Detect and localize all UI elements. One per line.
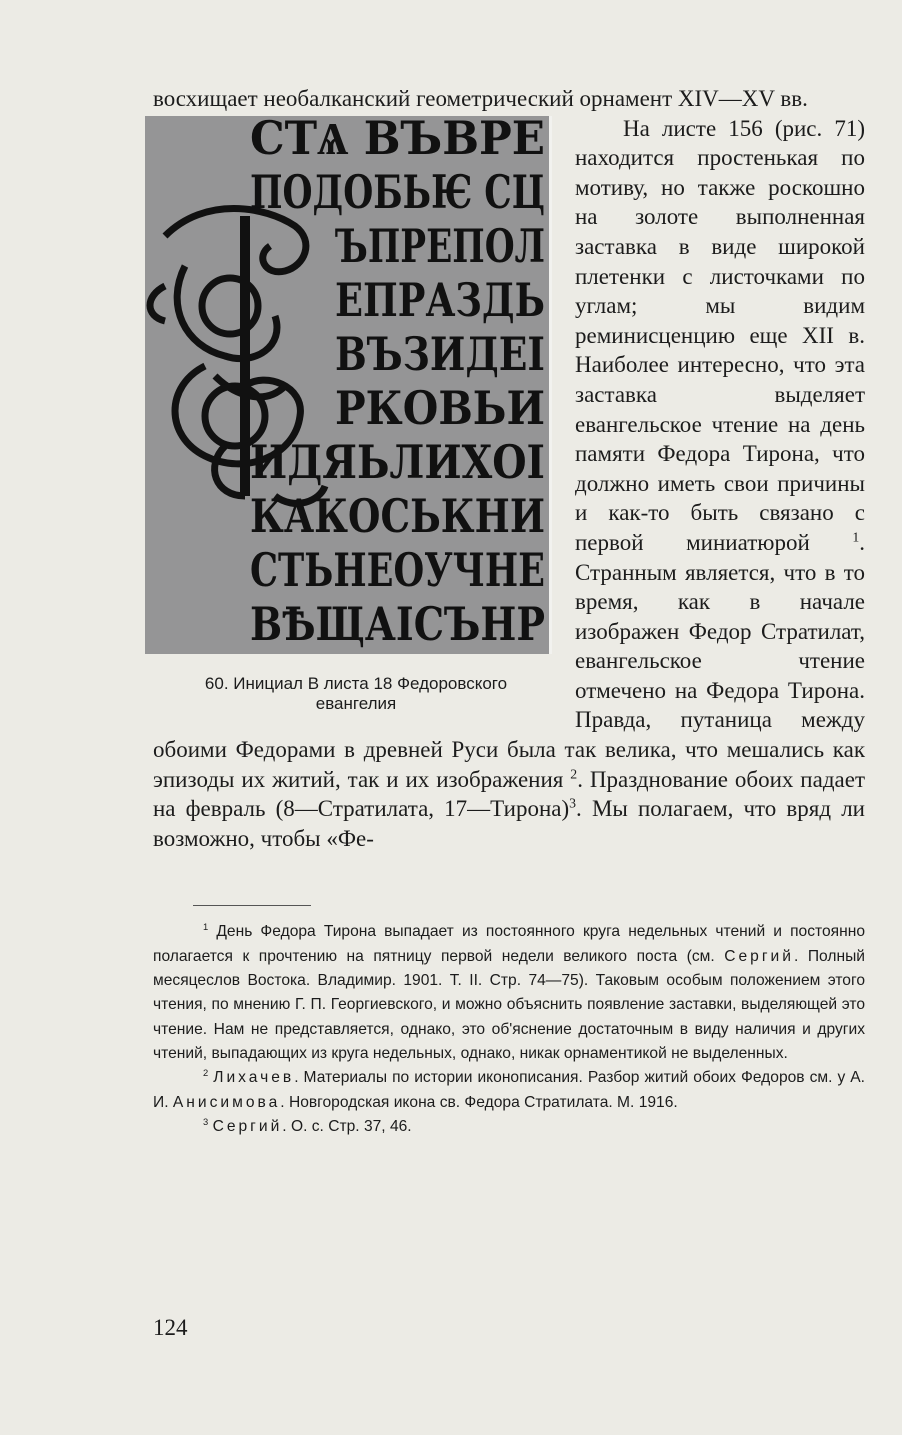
- figure-60: [145, 110, 557, 714]
- footnote-divider: [193, 905, 311, 906]
- manuscript-photo: [145, 110, 552, 654]
- footnote-3-number: 3: [203, 1116, 209, 1127]
- manuscript-line: СТЬНЕОУЧНЕ: [250, 542, 545, 597]
- footnote-2-text-b: . Новгородская икона св. Федора Стратилата. М. 1916.: [280, 1093, 678, 1111]
- manuscript-line: РКОВЬИ: [335, 380, 545, 435]
- manuscript-line: ЕПРАЗДЬ: [335, 272, 545, 327]
- footnote-2-author: Лихачев: [213, 1069, 295, 1087]
- manuscript-image: [145, 110, 549, 654]
- page-content: [153, 84, 865, 1139]
- footnote-1: [153, 920, 865, 1066]
- paragraph-2-part-a: На листе 156 (рис. 71) находится простенькая по мотиву, но также роскошно на золоте выполненная заставка в виде широкой плетенки с листочками по углам; мы видим реминисценцию еще XII в. Наиболее интересно, что эта заставка выделяет евангельское чтение на день памяти Федора Тирона, что должно иметь свои причины и как-то быть связано с первой миниатюрой: [575, 115, 865, 555]
- manuscript-line: КАКОСЬКНИ: [250, 488, 545, 543]
- text-line-continuation: [153, 84, 865, 114]
- footnote-ref-2[interactable]: 2: [570, 766, 578, 781]
- manuscript-line: СТѦ ВЪВРЕ: [250, 110, 545, 165]
- paragraph-2-part-c: . Празднование обоих падает на февраль (8—Стратилата, 17—Тирона): [153, 766, 865, 822]
- footnote-1-text-a: День Федора Тирона выпадает из постоянного круга недельных чтений и постоянно полагается к прочтению на пятницу первой недели великого поста (см.: [153, 923, 865, 965]
- footnote-2: [153, 1066, 865, 1115]
- footnote-1-author: Сергий: [724, 947, 794, 965]
- manuscript-line: ВЪЗИДЕI: [335, 326, 545, 381]
- manuscript-line: ИДЯЬЛИХОI: [250, 434, 545, 489]
- footnote-2-number: 2: [203, 1068, 209, 1079]
- caption-line-1: 60. Инициал В листа 18 Федоровского: [204, 673, 508, 693]
- page-number: 124: [153, 1315, 188, 1340]
- paragraph-1: восхищает необалканский геометрический орнамент XIV—XV вв.: [153, 86, 808, 111]
- figure-caption: [145, 674, 557, 714]
- paragraph-2-part-d: . Мы полагаем, что вряд ли возможно, чтобы «Фе-: [153, 796, 865, 851]
- footnote-2-author-2: Анисимова: [172, 1093, 281, 1111]
- footnote-ref-3[interactable]: 3: [569, 795, 577, 811]
- footnote-3: [153, 1115, 865, 1139]
- manuscript-line: ЪПРЕПОЛ: [335, 218, 545, 273]
- footnotes: [153, 920, 865, 1139]
- footnote-3-text: . О. с. Стр. 37, 46.: [282, 1117, 412, 1135]
- footnote-ref-1[interactable]: 1: [852, 529, 860, 545]
- paragraph-2-part-b: . Странным является, что в то время, как в начале изображен Федор Стратилат, евангельское чтение отмечено на Федора Тирона. Правда, путаница между обоими Федорами в древней Руси была так велика, что мешались как эпизоды их житий, так и их изображения: [153, 529, 866, 792]
- footnote-2-text-a: . Материалы по истории иконописания. Разбор житий обоих Федоров см. у А. И.: [153, 1069, 865, 1111]
- manuscript-line: ВѢЩАIСЪНР: [250, 596, 545, 651]
- footnote-1-number: 1: [203, 922, 209, 933]
- footnote-3-author: Сергий: [212, 1117, 283, 1135]
- footnote-1-text-b: . Полный месяцеслов Востока. Владимир. 1901. Т. II. Стр. 74—75). Таковым особым положением этого чтения, по мнению Г. П. Георгиевского, и можно объяснить появление заставки, выделяющей это чтение. Нам не представляется, однако, это об'яснение достаточным в виду наличия и других чтений, выпадающих из круга недельных, однако, никак орнаментикой не выделенных.: [153, 947, 865, 1062]
- caption-line-2: евангелия: [315, 693, 397, 713]
- manuscript-line: ПОДОБЬѤ СЦ: [250, 164, 545, 219]
